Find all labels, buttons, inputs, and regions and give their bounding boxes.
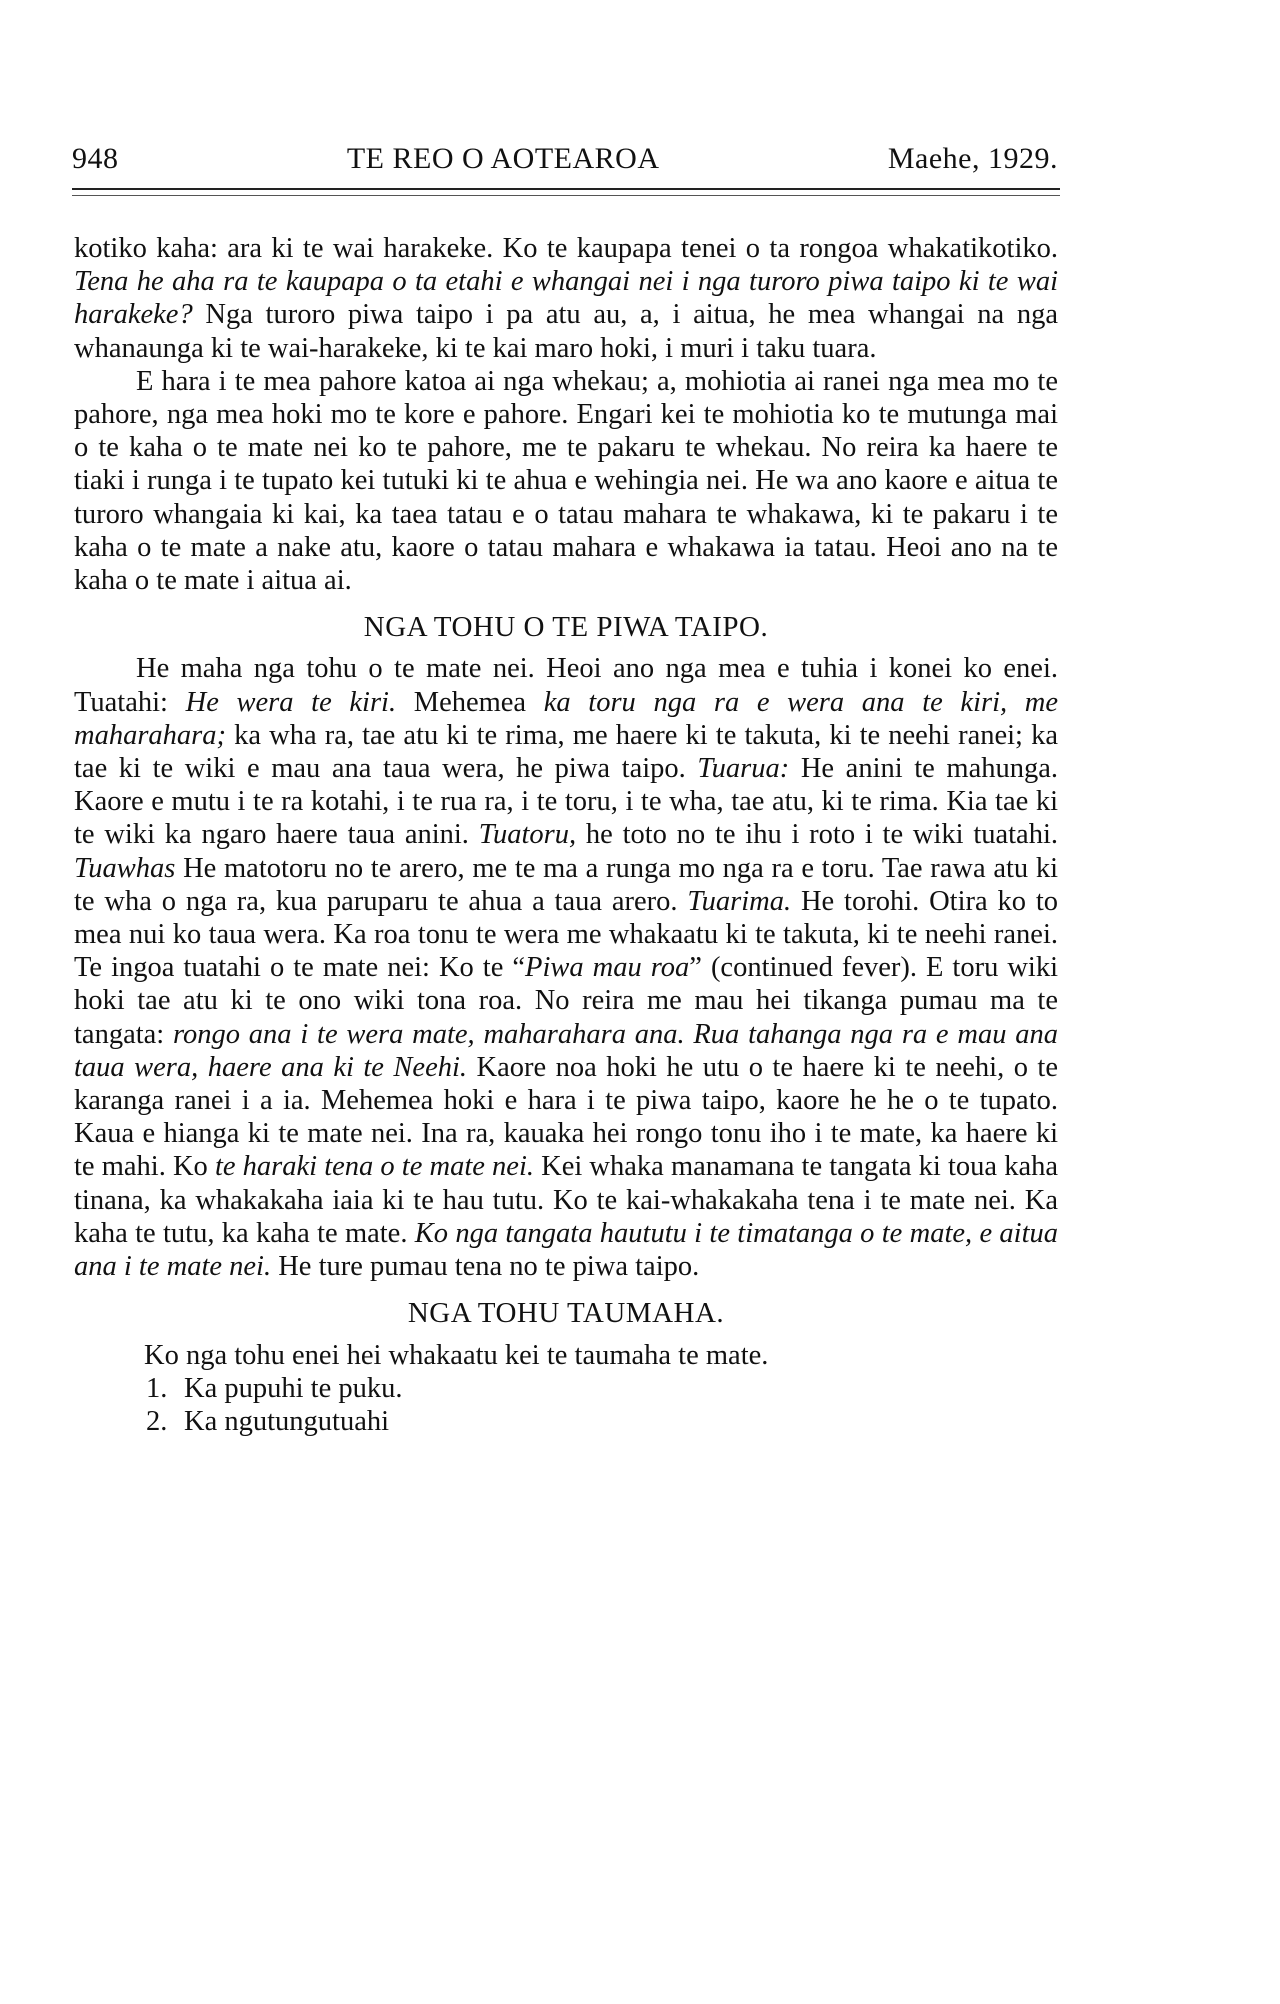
p3-s5: ka wha ra, tae atu ki te rima, me haere ki te takuta, ki te neehi ranei; ka tae ki te wiki e mau ana taua wera, he piwa taipo.: [74, 719, 1058, 785]
paragraph-4: Ko nga tohu enei hei whakaatu kei te taumaha te mate.: [144, 1339, 769, 1371]
header-rule-bottom: [72, 195, 1060, 196]
p3-s15: ” (continued fever). E toru wiki hoki tae atu ki te ono wiki tona roa. No reira me mau hei tikanga pumau ma te tangata:: [74, 952, 1058, 1050]
p3-s12: Tuarima.: [687, 885, 792, 917]
p3-s1: He maha nga tohu o te mate nei. Heoi ano nga mea e tuhia i konei ko enei. Tuatahi:: [74, 653, 1058, 718]
list-item: [146, 1372, 1058, 1405]
p3-s6: Tuarua:: [697, 753, 790, 785]
p3-s14: Piwa mau roa: [525, 952, 690, 984]
p3-s7: He anini te mahunga. Kaore e mutu i te ra kotahi, i te rua ra, i te toru, i te wha, tae atu, ki te rima. Kia tae ki te wiki ka ngaro haere taua anini.: [74, 753, 1058, 851]
list-item-text: Ka ngutungutuahi: [184, 1405, 390, 1437]
list-item-number: 1.: [146, 1372, 168, 1404]
journal-title: TE REO O AOTEAROA: [346, 142, 660, 175]
p3-s21: He ture pumau tena no te piwa taipo.: [271, 1251, 700, 1283]
p3-s17: Kaore noa hoki he utu o te haere ki te neehi, o te karanga ranei i a ia. Mehemea hoki e hara i te piwa taipo, kaore he he o te tupato. Kaua e hianga ki te mate nei. Ina ra, kauaka hei rongo tonu iho i te mate, ka haere ki te mahi. Ko: [74, 1051, 1058, 1183]
article-body: [74, 232, 1058, 1438]
header-rule-top: [72, 188, 1060, 190]
paragraph-1: [74, 232, 1058, 365]
symptom-list: [74, 1372, 1058, 1438]
p3-s20: Ko nga tangata haututu i te timatanga o te mate, e aitua ana i te mate nei.: [74, 1217, 1058, 1283]
paragraph-1-question: Tena he aha ra te kaupapa o ta etahi e whangai nei i nga turoro piwa taipo ki te wai harakeke?: [74, 266, 1058, 331]
page-header: [72, 142, 1058, 176]
p3-s3: Mehemea: [396, 686, 544, 718]
paragraph-3: [74, 652, 1058, 1283]
p3-s16: rongo ana i te wera mate, maharahara ana. Rua tahanga nga ra e mau ana taua wera, haere ana ki te Neehi.: [74, 1018, 1058, 1083]
paragraph-1-text-a: kotiko kaha: ara ki te wai harakeke. Ko te kaupapa tenei o ta rongoa whakatikotiko.: [74, 233, 1058, 264]
section-heading-1: NGA TOHU O TE PIWA TAIPO.: [363, 611, 769, 644]
p3-s11: He matotoru no te arero, me te ma a runga mo nga ra e toru. Tae rawa atu ki te wha o nga ra, kua paruparu te ahua a taua arero.: [74, 852, 1058, 917]
p3-s13: He torohi. Otira ko to mea nui ko taua wera. Ka roa tonu te wera me whakaatu ki te takuta, ki te neehi ranei. Te ingoa tuatahi o te mate nei: Ko te “: [74, 885, 1058, 984]
issue-date: Maehe, 1929.: [887, 142, 1058, 175]
list-item: [146, 1405, 1058, 1438]
p3-s10: Tuawhas: [74, 852, 176, 884]
p3-s18: te haraki tena o te mate nei.: [214, 1151, 534, 1183]
paragraph-1-text-c: Nga turoro piwa taipo i pa atu au, a, i aitua, he mea whangai na nga whanaunga ki te wai-harakeke, ki te kai maro hoki, i muri i taku tuara.: [74, 299, 1058, 364]
paragraph-2: E hara i te mea pahore katoa ai nga whekau; a, mohiotia ai ranei nga mea mo te pahore, nga mea hoki mo te kore e pahore. Engari kei te mohiotia ko te mutunga mai o te kaha o te mate nei ko te pahore, me te pakaru te whekau. No reira ka haere te tiaki i runga i te tupato kei tutuki ki te ahua e wehingia nei. He wa ano kaore e aitua te turoro whangaia ki kai, ka taea tatau e o tatau mahara te whakawa, ki te pakaru i te kaha o te mate a nake atu, kaore o tatau mahara e whakawa ia tatau. Heoi ano na te kaha o te mate i aitua ai.: [74, 365, 1058, 597]
section-heading-2: NGA TOHU TAUMAHA.: [407, 1297, 725, 1330]
page-number: 948: [72, 142, 119, 175]
p3-s9: he toto no te ihu i roto i te wiki tuatahi.: [576, 819, 1058, 851]
list-item-number: 2.: [146, 1405, 168, 1437]
p3-s19: Kei whaka manamana te tangata ki toua kaha tinana, ka whakakaha iaia ki te hau tutu. Ko te kai-whakakaha tena i te mate nei. Ka kaha te tutu, ka kaha te mate.: [74, 1151, 1058, 1249]
list-item-text: Ka pupuhi te puku.: [184, 1372, 403, 1404]
p3-s4: ka toru nga ra e wera ana te kiri, me maharahara;: [74, 686, 1059, 751]
p3-s8: Tuatoru,: [478, 819, 577, 851]
p3-s2: He wera te kiri.: [185, 686, 397, 718]
